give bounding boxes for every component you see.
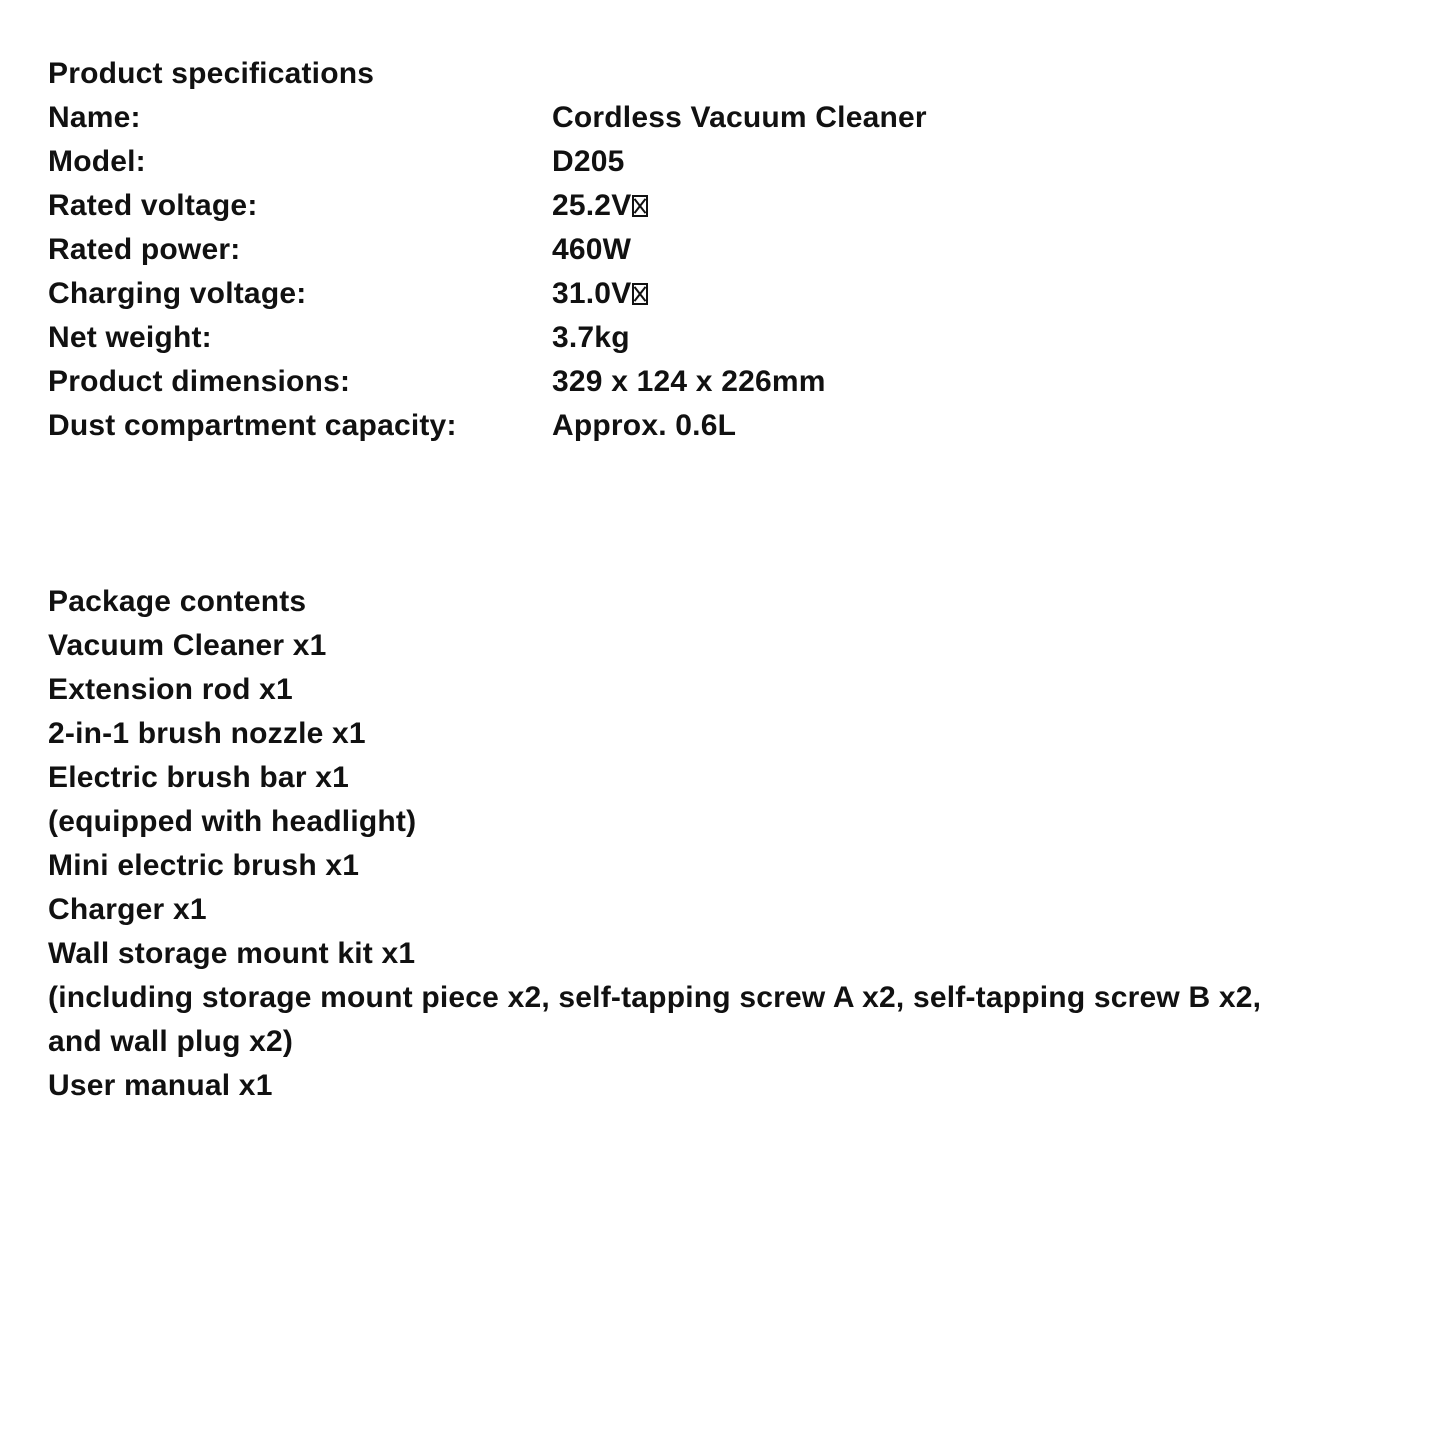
package-item-note: (including storage mount piece x2, self-tapping screw A x2, self-tapping screw B x2, bbox=[48, 981, 1262, 1014]
package-item: Vacuum Cleaner x1 bbox=[48, 629, 327, 662]
missing-glyph-icon bbox=[632, 195, 648, 217]
spec-label: Net weight: bbox=[48, 321, 212, 354]
package-item-note: (equipped with headlight) bbox=[48, 805, 417, 838]
package-item: 2-in-1 brush nozzle x1 bbox=[48, 717, 366, 750]
package-item: Extension rod x1 bbox=[48, 673, 293, 706]
spec-row-rated-power bbox=[48, 228, 1392, 272]
spec-row-dust-capacity bbox=[48, 404, 1392, 448]
package-item: User manual x1 bbox=[48, 1069, 273, 1102]
spec-value: 25.2V bbox=[552, 189, 632, 222]
section-spacer bbox=[48, 448, 1392, 580]
spec-row-net-weight bbox=[48, 316, 1392, 360]
package-item: Wall storage mount kit x1 bbox=[48, 937, 416, 970]
spec-value: Cordless Vacuum Cleaner bbox=[552, 101, 927, 134]
spec-value-wrapper bbox=[552, 184, 1392, 228]
spec-row-model bbox=[48, 140, 1392, 184]
package-item: Mini electric brush x1 bbox=[48, 849, 360, 882]
package-item: Electric brush bar x1 bbox=[48, 761, 349, 794]
specifications-heading: Product specifications bbox=[48, 57, 375, 90]
missing-glyph-icon bbox=[632, 283, 648, 305]
package-heading: Package contents bbox=[48, 585, 307, 618]
spec-value: 329 x 124 x 226mm bbox=[552, 365, 826, 398]
spec-value: 31.0V bbox=[552, 277, 632, 310]
spec-label: Rated power: bbox=[48, 233, 241, 266]
spec-value-wrapper bbox=[552, 272, 1392, 316]
spec-label: Rated voltage: bbox=[48, 189, 258, 222]
spec-label: Dust compartment capacity: bbox=[48, 409, 457, 442]
spec-value: Approx. 0.6L bbox=[552, 409, 737, 442]
spec-value: D205 bbox=[552, 145, 625, 178]
spec-row-product-dimensions bbox=[48, 360, 1392, 404]
spec-label: Name: bbox=[48, 101, 141, 134]
spec-row-rated-voltage bbox=[48, 184, 1392, 228]
document-page bbox=[48, 52, 1392, 1108]
spec-value: 460W bbox=[552, 233, 632, 266]
spec-row-charging-voltage bbox=[48, 272, 1392, 316]
spec-row-name bbox=[48, 96, 1392, 140]
spec-value: 3.7kg bbox=[552, 321, 630, 354]
spec-label: Model: bbox=[48, 145, 146, 178]
package-item: Charger x1 bbox=[48, 893, 207, 926]
spec-label: Charging voltage: bbox=[48, 277, 307, 310]
spec-label: Product dimensions: bbox=[48, 365, 351, 398]
package-item-note: and wall plug x2) bbox=[48, 1025, 294, 1058]
